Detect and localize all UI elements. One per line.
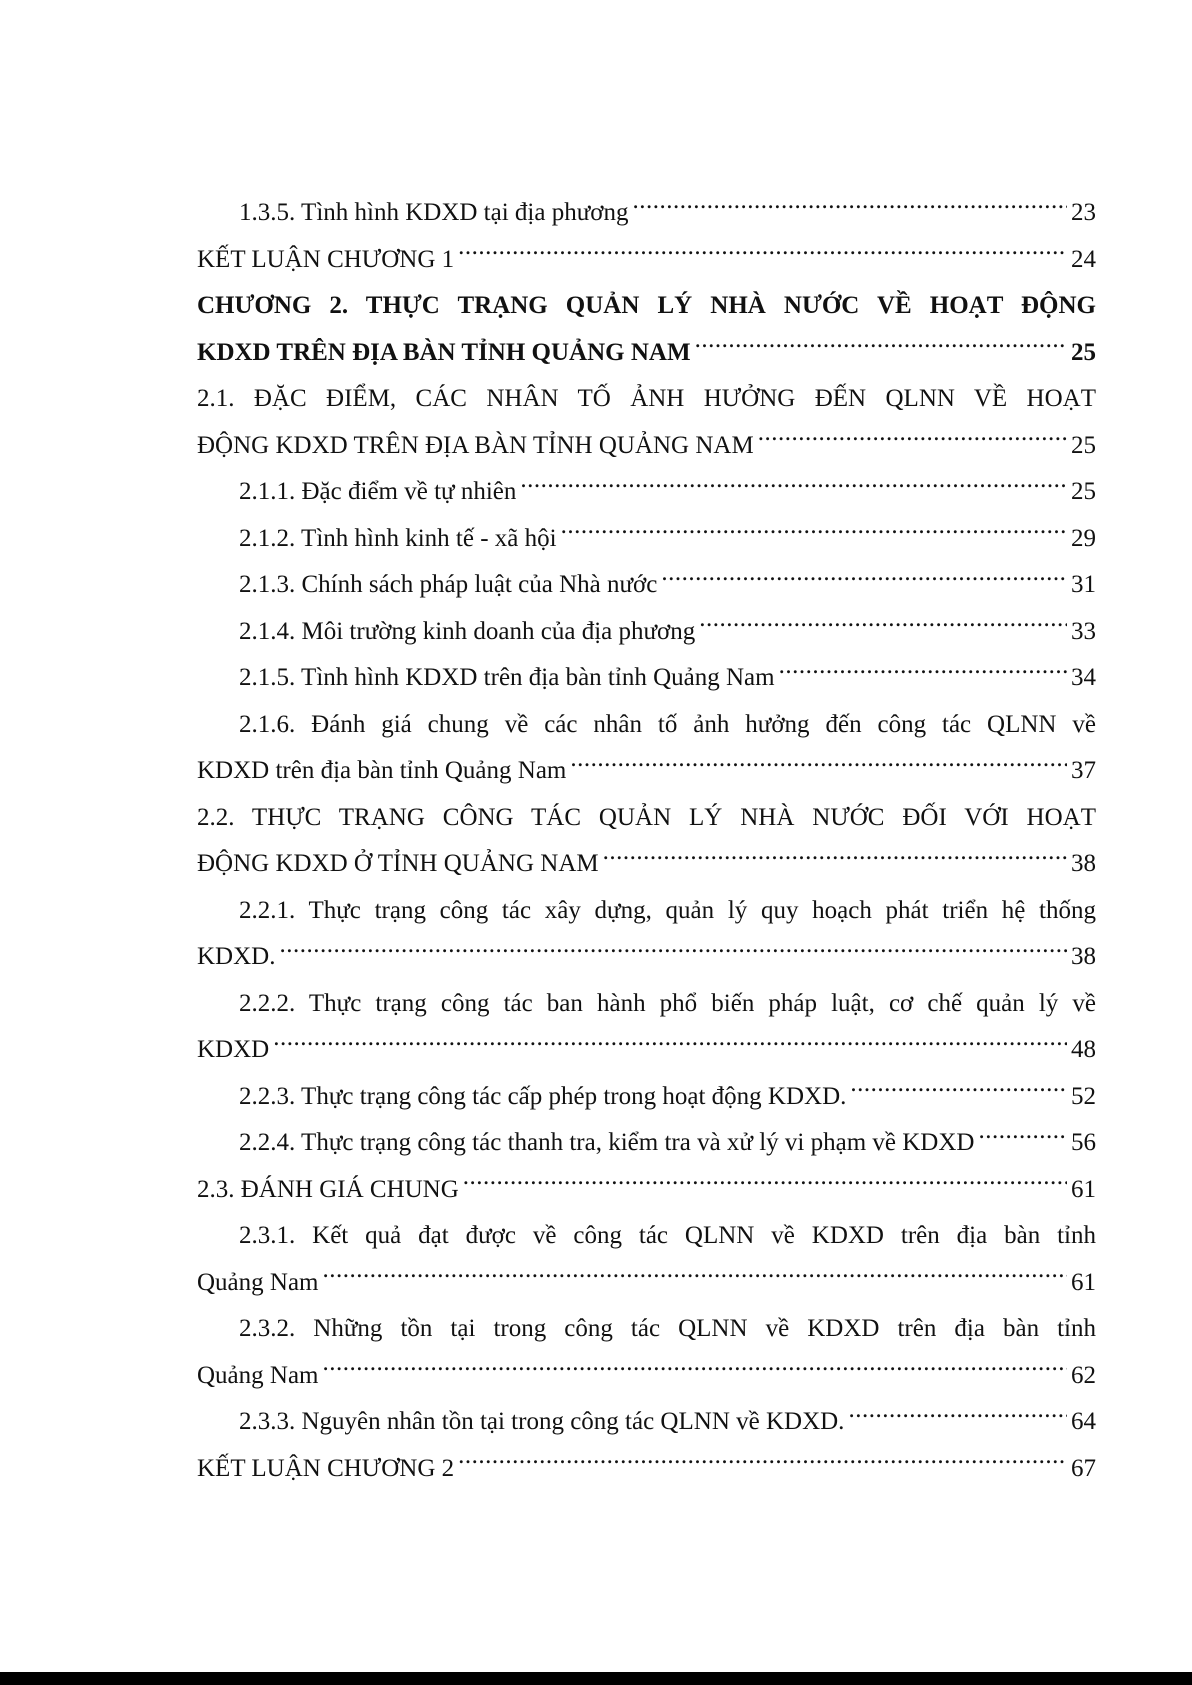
dot-leader [632, 195, 1067, 220]
toc-entry[interactable] [197, 795, 1096, 888]
toc-entry-line [197, 1120, 1096, 1167]
toc-entry[interactable] [197, 1167, 1096, 1214]
toc-entry[interactable] [197, 237, 1096, 284]
toc-page-number: 38 [1071, 943, 1096, 970]
toc-entry-title: Quảng Nam [197, 1268, 319, 1296]
dot-leader [848, 1404, 1067, 1429]
toc-page-number: 56 [1071, 1129, 1096, 1156]
toc-entry-title: KDXD trên địa bàn tỉnh Quảng Nam [197, 757, 567, 784]
toc-entry[interactable] [197, 1120, 1096, 1167]
toc-entry-title-line: 2.3.1. Kết quả đạt được về công tác QLNN về KDXD trên địa bàn tỉnh [239, 1222, 1096, 1249]
dot-leader [323, 1358, 1068, 1383]
table-of-contents [197, 190, 1096, 1492]
toc-page-number: 29 [1071, 524, 1096, 552]
toc-entry-line [197, 330, 1096, 377]
toc-entry-title: 2.1.2. Tình hình kinh tế - xã hội [239, 524, 557, 552]
dot-leader [323, 1265, 1068, 1290]
toc-entry-line [197, 516, 1096, 563]
dot-leader [603, 846, 1067, 871]
toc-entry[interactable] [197, 190, 1096, 237]
toc-entry[interactable] [197, 1399, 1096, 1446]
toc-page-number: 31 [1071, 571, 1096, 598]
dot-leader [570, 753, 1067, 778]
toc-entry[interactable] [197, 1213, 1096, 1306]
toc-entry-title: 2.3.3. Nguyên nhân tồn tại trong công tác QLNN về KDXD. [239, 1408, 845, 1435]
bottom-edge-bar [0, 1672, 1192, 1685]
toc-entry-line [197, 609, 1096, 656]
toc-page-number: 25 [1071, 338, 1096, 366]
toc-entry-title-line: CHƯƠNG 2. THỰC TRẠNG QUẢN LÝ NHÀ NƯỚC VỀ HOẠT ĐỘNG [197, 292, 1096, 319]
toc-page-number: 34 [1071, 664, 1096, 691]
dot-leader [695, 335, 1067, 360]
toc-entry[interactable] [197, 655, 1096, 702]
dot-leader [661, 567, 1067, 592]
toc-page-number: 64 [1071, 1408, 1096, 1435]
toc-page-number: 24 [1071, 245, 1096, 273]
toc-entry-title: 2.1.1. Đặc điểm về tự nhiên [239, 478, 517, 505]
dot-leader [463, 1172, 1067, 1197]
toc-entry-title-line: 2.1.6. Đánh giá chung về các nhân tố ảnh hưởng đến công tác QLNN về [239, 710, 1096, 738]
toc-entry[interactable] [197, 702, 1096, 795]
dot-leader [779, 660, 1067, 685]
toc-page-number: 61 [1071, 1268, 1096, 1296]
toc-page-number: 52 [1071, 1082, 1096, 1110]
toc-entry-line [197, 1027, 1096, 1074]
toc-entry[interactable] [197, 469, 1096, 516]
toc-entry-title: ĐỘNG KDXD TRÊN ĐỊA BÀN TỈNH QUẢNG NAM [197, 431, 754, 459]
toc-entry-title: 2.1.4. Môi trường kinh doanh của địa phương [239, 617, 696, 645]
toc-entry-title-line: 2.3.2. Những tồn tại trong công tác QLNN về KDXD trên địa bàn tỉnh [239, 1315, 1096, 1342]
toc-page-number: 48 [1071, 1036, 1096, 1063]
toc-entry-title: Quảng Nam [197, 1361, 319, 1389]
toc-entry-title: KẾT LUẬN CHƯƠNG 1 [197, 245, 455, 273]
toc-entry-line [197, 237, 1096, 284]
toc-page-number: 25 [1071, 478, 1096, 505]
dot-leader [978, 1125, 1067, 1150]
toc-entry-line [197, 469, 1096, 516]
toc-page-number: 38 [1071, 850, 1096, 877]
toc-entry[interactable] [197, 888, 1096, 981]
dot-leader [279, 939, 1067, 964]
toc-entry-line [197, 423, 1096, 470]
toc-entry-title: 2.1.3. Chính sách pháp luật của Nhà nước [239, 571, 658, 598]
toc-entry-line [197, 190, 1096, 237]
toc-entry[interactable] [197, 609, 1096, 656]
toc-entry[interactable] [197, 1446, 1096, 1493]
dot-leader [458, 1451, 1067, 1476]
toc-entry-line [197, 1074, 1096, 1121]
toc-entry-line [197, 1260, 1096, 1307]
toc-page-number: 62 [1071, 1361, 1096, 1389]
toc-entry-line [197, 748, 1096, 795]
dot-leader [273, 1032, 1067, 1057]
toc-entry-title: KDXD. [197, 943, 276, 970]
toc-page-number: 67 [1071, 1454, 1096, 1482]
toc-entry[interactable] [197, 376, 1096, 469]
toc-entry-title-line: 2.2. THỰC TRẠNG CÔNG TÁC QUẢN LÝ NHÀ NƯỚC ĐỐI VỚI HOẠT [197, 803, 1096, 831]
toc-entry-line [197, 562, 1096, 609]
toc-entry[interactable] [197, 1074, 1096, 1121]
toc-entry-title-line: 2.1. ĐẶC ĐIỂM, CÁC NHÂN TỐ ẢNH HƯỞNG ĐẾN QLNN VỀ HOẠT [197, 385, 1096, 412]
toc-entry[interactable] [197, 981, 1096, 1074]
toc-entry-title: KDXD TRÊN ĐỊA BÀN TỈNH QUẢNG NAM [197, 338, 691, 366]
toc-entry-title: 1.3.5. Tình hình KDXD tại địa phương [239, 199, 629, 226]
toc-entry-title-line: 2.2.2. Thực trạng công tác ban hành phổ biến pháp luật, cơ chế quản lý về [239, 989, 1096, 1017]
dot-leader [699, 614, 1067, 639]
toc-entry-line [197, 655, 1096, 702]
toc-page-number: 23 [1071, 199, 1096, 226]
toc-entry-title: 2.1.5. Tình hình KDXD trên địa bàn tỉnh Quảng Nam [239, 664, 775, 691]
toc-entry[interactable] [197, 1306, 1096, 1399]
toc-entry-line [197, 1167, 1096, 1214]
dot-leader [561, 521, 1067, 546]
dot-leader [758, 428, 1067, 453]
toc-entry-title: 2.2.4. Thực trạng công tác thanh tra, kiểm tra và xử lý vi phạm về KDXD [239, 1129, 975, 1156]
toc-entry[interactable] [197, 562, 1096, 609]
toc-page-number: 61 [1071, 1175, 1096, 1203]
toc-entry-line [197, 841, 1096, 888]
toc-page-number: 25 [1071, 431, 1096, 459]
dot-leader [458, 242, 1067, 267]
toc-page-number: 37 [1071, 757, 1096, 784]
toc-entry[interactable] [197, 516, 1096, 563]
toc-entry-line [197, 1399, 1096, 1446]
toc-entry-line [197, 1446, 1096, 1493]
toc-entry-title: KẾT LUẬN CHƯƠNG 2 [197, 1454, 455, 1482]
toc-entry-title: 2.2.3. Thực trạng công tác cấp phép trong hoạt động KDXD. [239, 1082, 847, 1110]
toc-entry[interactable] [197, 283, 1096, 376]
toc-entry-title: ĐỘNG KDXD Ở TỈNH QUẢNG NAM [197, 850, 599, 877]
toc-entry-title: 2.3. ĐÁNH GIÁ CHUNG [197, 1175, 459, 1203]
toc-entry-title-line: 2.2.1. Thực trạng công tác xây dựng, quản lý quy hoạch phát triển hệ thống [239, 896, 1096, 924]
toc-entry-line [197, 1353, 1096, 1400]
dot-leader [850, 1079, 1067, 1104]
dot-leader [520, 474, 1067, 499]
toc-entry-title: KDXD [197, 1036, 270, 1063]
toc-entry-line [197, 934, 1096, 981]
toc-page-number: 33 [1071, 617, 1096, 645]
